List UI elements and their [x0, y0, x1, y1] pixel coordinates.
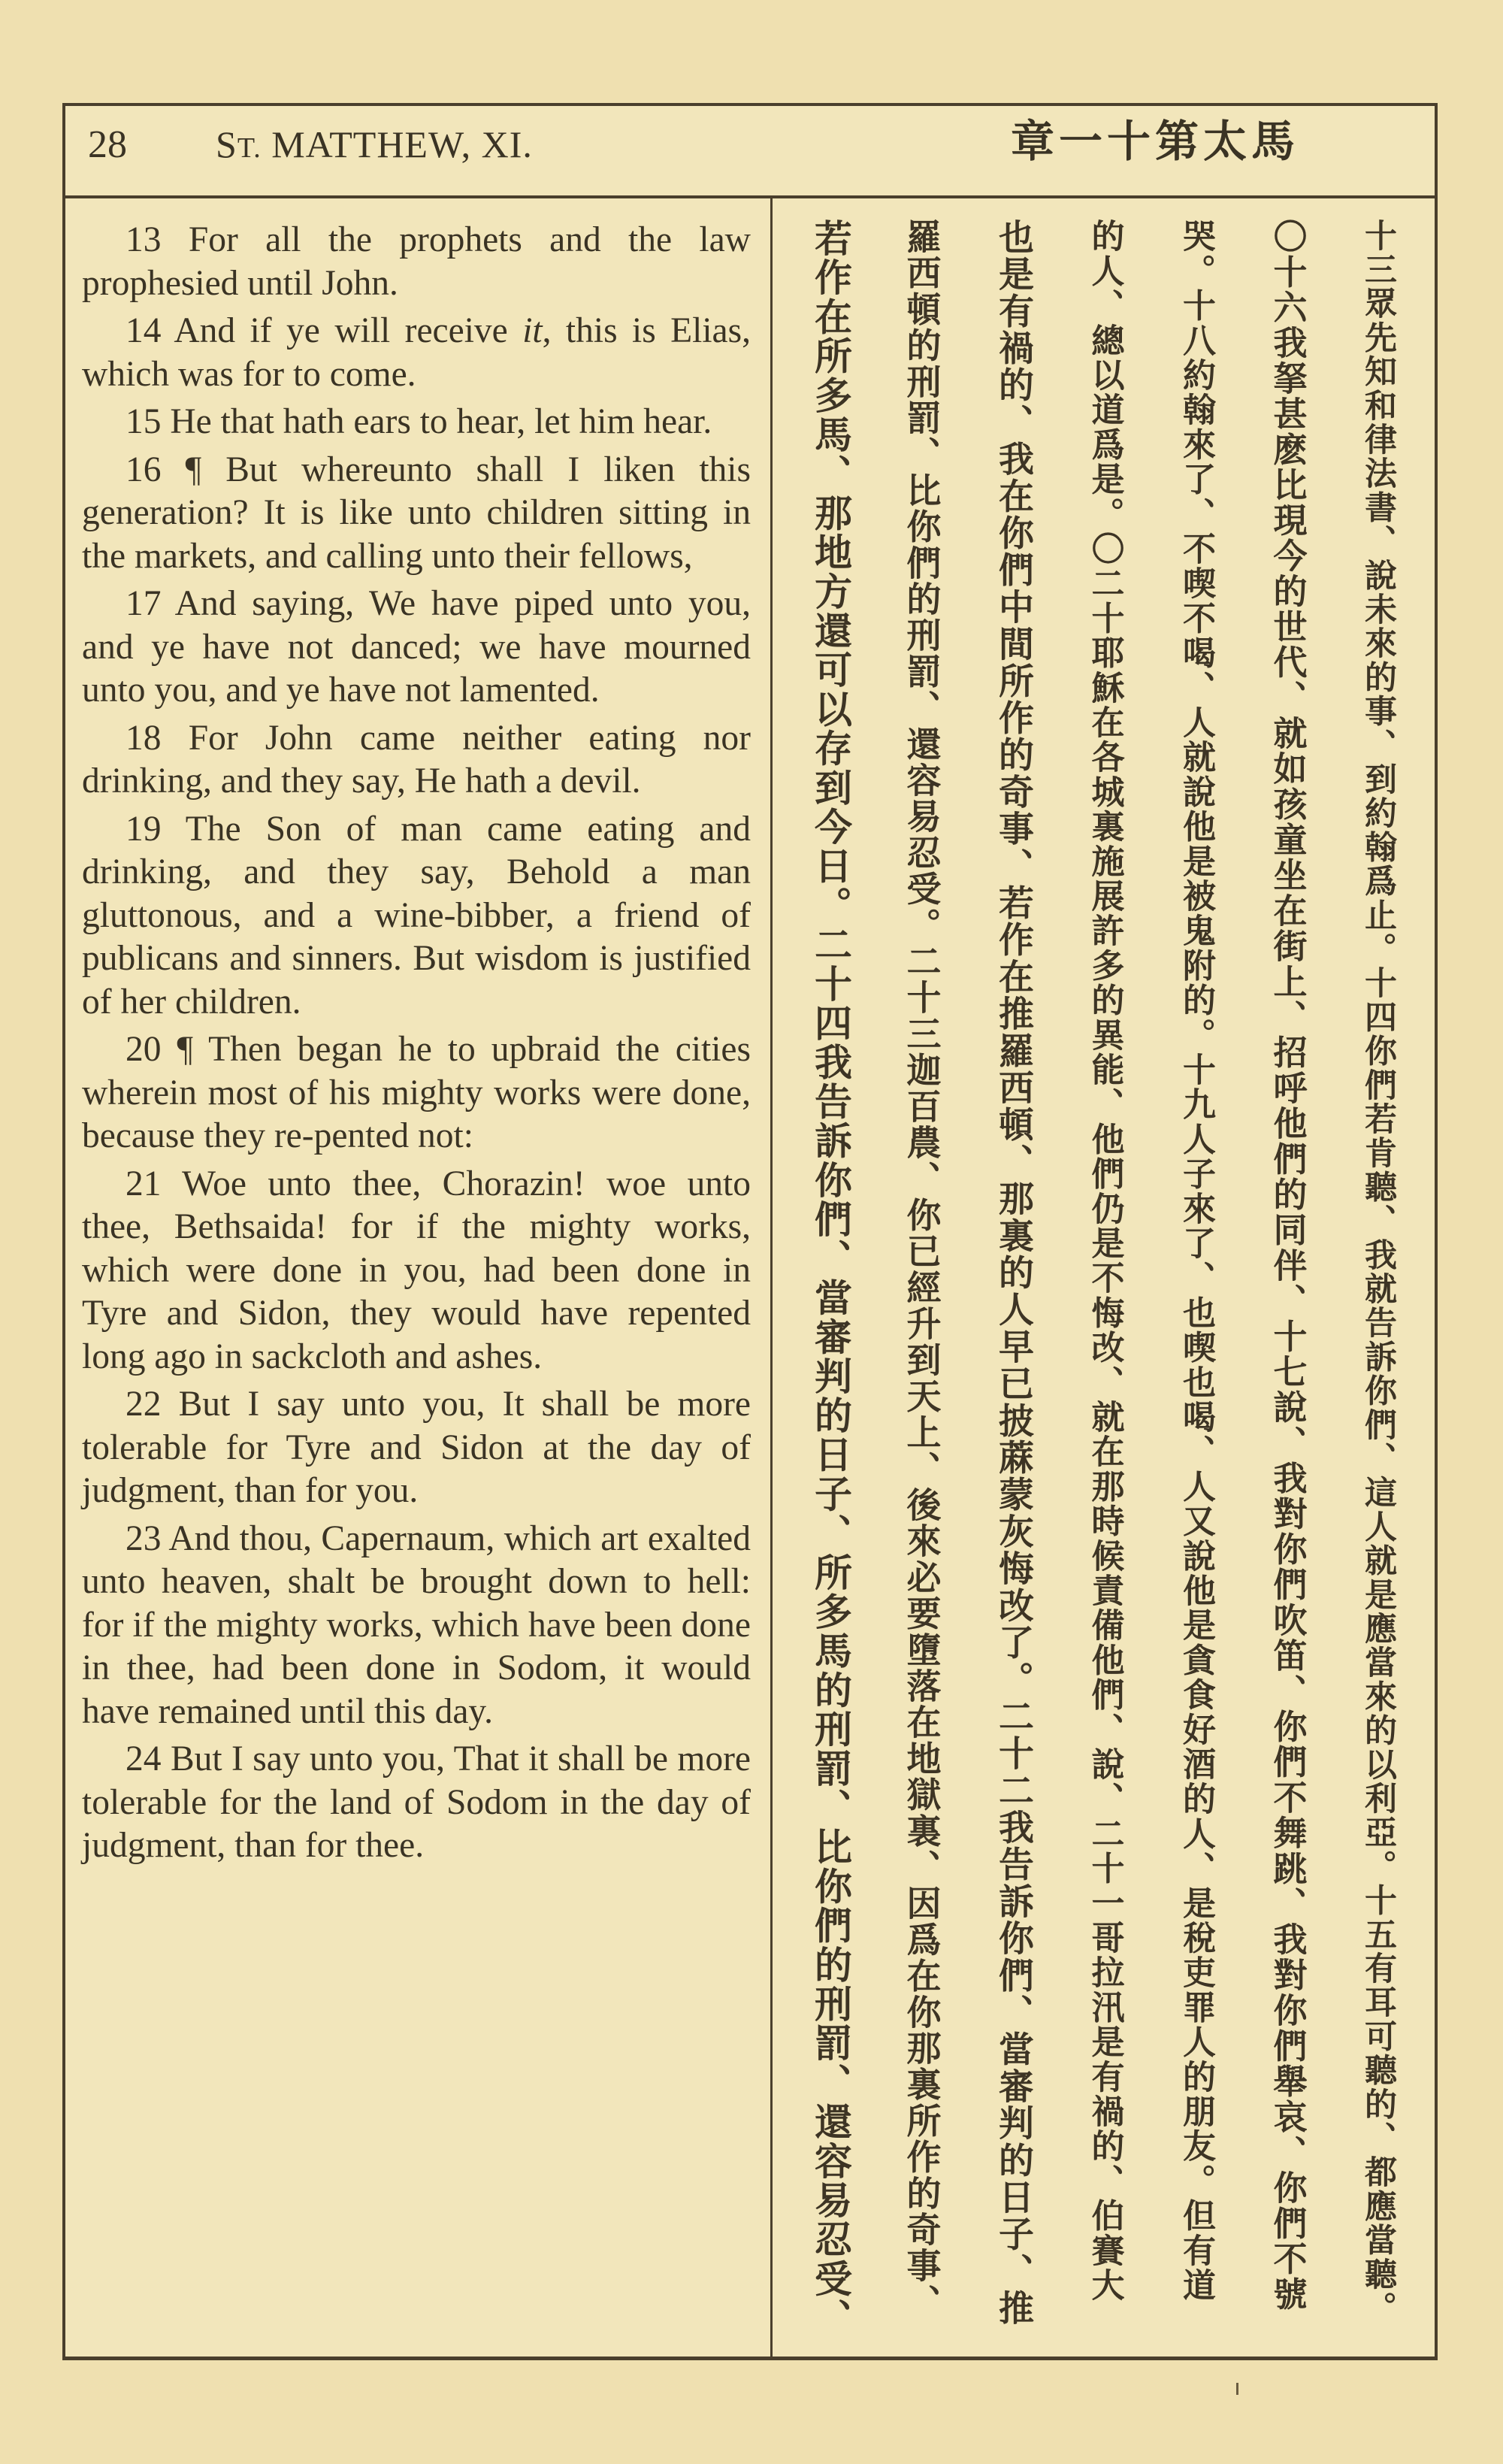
- verse-text: 24 But I say unto you, That it shall be more tolerable for the land of Sodom in the day of judgment, than for thee.: [82, 1739, 751, 1865]
- verse-text: 14 And if ye will receive: [126, 311, 523, 350]
- verse: [82, 401, 751, 444]
- page-frame: [62, 103, 1438, 2360]
- chinese-column: 哭。十八約翰來了、不喫不喝、人就說他是被鬼附的。十九人子來了、也喫也喝、人又說他是貪食好酒的人、是稅吏罪人的朋友。但有道: [1177, 219, 1215, 2302]
- verse-text: 13 For all the prophets and the law prophesied until John.: [82, 220, 751, 303]
- verse-text: 18 For John came neither eating nor drinking, and they say, He hath a devil.: [82, 718, 751, 801]
- verse: [82, 310, 751, 396]
- page-number: 28: [88, 123, 127, 166]
- verse: [82, 583, 751, 713]
- verse-text: 20 ¶ Then began he to upbraid the cities wherein most of his mighty works were done, because they re-pented not:: [82, 1030, 751, 1155]
- chinese-column: 十三眾先知和律法書、說未來的事、到約翰爲止。十四你們若肯聽、我就告訴你們、這人就是應當來的以利亞。十五有耳可聽的、都應當聽。: [1359, 219, 1397, 2326]
- chinese-column: 〇十六我拏甚麽比現今的世代、就如孩童坐在街上、招呼他們的同伴、十七說、我對你們吹笛、你們不舞跳、我對你們舉哀、你們不號: [1267, 219, 1308, 2312]
- print-mark: [1236, 2383, 1238, 2395]
- running-title: [216, 123, 533, 165]
- running-header: [65, 106, 1435, 198]
- verse: [82, 808, 751, 1025]
- verse: [82, 1518, 751, 1734]
- verse-text: 21 Woe unto thee, Chorazin! woe unto thee, Bethsaida! for if the mighty works, which were done in you, had been done in Tyre and Sidon, they would have repented long ago in sackcloth and ashes.: [82, 1164, 751, 1376]
- chinese-column: 的人、總以道爲是。〇二十耶穌在各城裏施展許多的異能、他們仍是不悔改、就在那時候責備他們、說、二十一哥拉汛是有禍的、伯賽大: [1085, 219, 1124, 2302]
- verse-text: 19 The Son of man came eating and drinking, and they say, Behold a man gluttonous, and a wine-bibber, a friend of publicans and sinners. But wisdom is justified of her children.: [82, 809, 751, 1022]
- verse: [82, 1163, 751, 1379]
- title-rest: MATTHEW, XI.: [261, 123, 533, 165]
- english-text-column: [82, 219, 751, 1872]
- verse: [82, 449, 751, 579]
- chinese-column: 若作在所多馬、那地方還可以存到今日。二十四我告訴你們、當審判的日子、所多馬的刑罰、比你們的刑罰、還容易忍受、: [809, 219, 852, 2338]
- verse-text-continued: , this is Elias, which was for to come.: [82, 311, 751, 394]
- verse-text: 17 And saying, We have piped unto you, and ye have not danced; we have mourned unto you, and ye have not lamented.: [82, 584, 751, 710]
- verse: [82, 1028, 751, 1158]
- chinese-column: 羅西頓的刑罰、比你們的刑罰、還容易忍受。二十三迦百農、你已經升到天上、後來必要墮落在地獄裏、因爲在你那裏所作的奇事、: [901, 219, 942, 2320]
- title-prefix: S: [216, 123, 237, 165]
- chinese-text-area: [787, 219, 1422, 2346]
- verse-text: 22 But I say unto you, It shall be more tolerable for Tyre and Sidon at the day of judgment, than for you.: [82, 1385, 751, 1510]
- chinese-running-title: 馬太第十一章: [1010, 116, 1299, 167]
- verse-italic: it: [522, 311, 543, 350]
- verse-text: 15 He that hath ears to hear, let him hear.: [126, 402, 712, 441]
- verse: [82, 219, 751, 305]
- verse: [82, 1738, 751, 1868]
- verse-text: 23 And thou, Capernaum, which art exalted unto heaven, shalt be brought down to hell: for if the mighty works, which have been done in thee, had been done in Sodom, it would have remained until this day.: [82, 1518, 751, 1731]
- column-divider: [770, 198, 773, 2357]
- title-prefix-small: T.: [237, 132, 262, 164]
- verse: [82, 717, 751, 804]
- chinese-column: 也是有禍的、我在你們中間所作的奇事、若作在推羅西頓、那裏的人早已披蔴蒙灰悔改了。二十二我告訴你們、當審判的日子、推: [993, 219, 1034, 2327]
- verse-text: 16 ¶ But whereunto shall I liken this generation? It is like unto children sitting in the markets, and calling unto their fellows,: [82, 450, 751, 576]
- verse: [82, 1383, 751, 1513]
